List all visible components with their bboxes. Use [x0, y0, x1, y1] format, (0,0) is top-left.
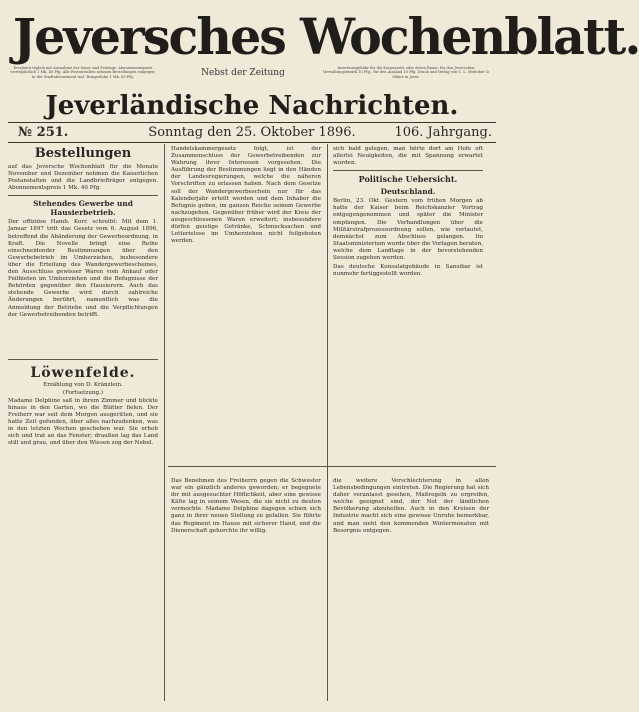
column-3-lower-text: die weitere Verschlechterung in allen Lebensbedingungen eintreten. Die Regierung hat sich daher veranlasst gesehen, Maßregeln zu ergreifen, welche geeignet sind, der Not der ländlichen Bevölkerung abzuhelfen. Auch in den Kreisen der Industrie macht sich eine gewisse Unruhe bemerkbar, und man sieht den kommenden Wintermonaten mit Besorgnis entgegen. [333, 478, 489, 534]
dateline [8, 125, 496, 141]
trade-section-text: Der offiziöse Hamb. Korr. schreibt: Mit dem 1. Januar 1897 tritt das Gesetz vom 6. August 1896, betreffend die Abänderung der Gewerbeordnung, in Kraft. Die Novelle bringt eine Reihe einschneidender Bestimmungen über den Gewerbebetrieb im Umherziehen, insbesondere über die Erteilung des Wandergewerbescheines, den Ausschluss gewisser Waren vom Ankauf oder Feilbieten im Umherziehen und die Befugnisse der Behörden gegenüber den Hausierern. Auch das stehende Gewerbe wird durch zahlreiche Änderungen berührt, namentlich was die Anmeldung der Betriebe und die Verpflichtungen der Gewerbetreibenden betrifft. [8, 219, 158, 318]
politics-text: Berlin, 23. Okt. Gestern vom frühen Morgen ab hatte der Kaiser beim Reichskanzler Vortrag entgegengenommen und später die Minister empfangen. Die Verhandlungen über die Militärstrafprozessordnung sollen, wie verlautet, demnächst zum Abschluss gelangen. Im Staatsministerium wurde über die Vorlagen beraten, welche dem Landtage in der bevorstehenden Session zugehen werden. [333, 198, 483, 262]
feuilleton-title: Löwenfelde. [30, 364, 136, 381]
newspaper-page [8, 6, 639, 706]
germany-heading: Deutschland. [380, 187, 436, 197]
column-3-text: sich bald gelegen, man hörte dort am Hofe oft allerlei Neuigkeiten, die mit Spannung erwartet wurden. [333, 146, 483, 167]
rule-top [8, 122, 496, 123]
divider [333, 170, 483, 171]
politics-text-2: Das deutsche Konsulatgebäude in Sansibar ist nunmehr fertiggestellt worden. [333, 264, 483, 278]
supplement-note: Nebst der Zeitung [201, 68, 285, 78]
column-1 [8, 146, 158, 701]
feuilleton-subtitle: Erzählung von D. Kränzlein. [43, 381, 123, 388]
divider [8, 195, 158, 196]
column-2-lower [171, 478, 321, 701]
supplement-title: Jeverländische Nachrichten. [45, 91, 459, 121]
column-2-lower-text: Das Benehmen des Freiherrn gegen die Schwester war ein gänzlich anderes geworden; er begegnete ihr mit ausgesuchter Höflichkeit, aber eine gewisse Kälte lag in seinem Wesen, die sie nicht zu deuten vermochte. Madame Delphine dagegen schien sich ganz in ihrer neuen Stellung zu gefallen. Sie führte das Regiment im Hause mit sicherer Hand, und die Dienerschaft gehorchte ihr willig. [171, 478, 321, 534]
orders-text: auf das Jeversche Wochenblatt für die Monate November und Dezember nehmen die Kaiserlichen Postanstalten und die Landbriefträger entgegen. Abonnementspreis 1 Mk. 40 Pfg. [8, 164, 158, 192]
orders-heading: Bestellungen [34, 146, 132, 161]
column-divider [164, 144, 165, 701]
volume-year: 106. Jahrgang. [394, 125, 492, 140]
politics-heading: Politische Uebersicht. [358, 174, 458, 185]
fold-line [168, 466, 496, 467]
column-2 [171, 146, 321, 442]
masthead-title: Jeversches Wochenblatt. [12, 7, 639, 66]
feuilleton-text: Madame Delphine saß in ihrem Zimmer und blickte hinaus in den Garten, wo die Blätter fielen. Der Freiherr war seit dem Morgen ausgeritten, und sie hatte Zeit gefunden, über alles nachzudenken, was in den letzten Wochen geschehen war. Sie erhob sich und trat an das Fenster; draußen lag das Land still und grau, und über den Wiesen zog der Nebel. [8, 397, 158, 447]
subscription-info: Erscheint täglich mit Ausnahme der Sonn- und Festtage. Abonnementspreis vierteljährlich 1 Mk. 40 Pfg. Alle Postanstalten nehmen Bestellungen entgegen; in der Stadtabonnement incl. Bringerlohn 1 Mk. 65 Pfg. [10, 66, 156, 79]
column-3 [333, 146, 483, 442]
feuilleton-continuation: (Fortsetzung.) [62, 389, 104, 396]
column-3-lower [333, 478, 489, 701]
issue-number: № 251. [18, 125, 69, 140]
column-2-text: Handelskammergesetz folgt, ist der Zusammenschluss der Gewerbetreibenden zur Wahrung ihrer Interessen vorgesehen. Die Ausführung der Bestimmungen liegt in den Händen der Landesregierungen, welche die näheren Vorschriften zu erlassen haben. Nach dem Gesetze soll der Wandergewerbeschein nur für das Kalenderjahr erteilt werden und dem Inhaber die Befugnis geben, im ganzen Reiche seinem Gewerbe nachzugehen. Gegenüber früher wird der Kreis der ausgeschlossenen Waren erweitert; insbesondere dürfen geistige Getränke, Schmucksachen und Lotterielose im Umherziehen nicht feilgeboten werden. [171, 146, 321, 245]
issue-date: Sonntag den 25. Oktober 1896. [148, 125, 356, 140]
trade-section-title: Stehendes Gewerbe und Hausierbetrieb. [33, 199, 133, 218]
column-divider [327, 144, 328, 701]
rule-bottom [8, 142, 496, 143]
divider [8, 359, 158, 360]
advertising-info: Insertionsgebühr für die Korpuszeile oder deren Raum: für den Jeverschen Verwaltungsbezirk 10 Pfg., für den Ausland 15 Pfg. Druck und Verlag von C. L. Mettcker & Söhne in Jever. [322, 66, 490, 79]
